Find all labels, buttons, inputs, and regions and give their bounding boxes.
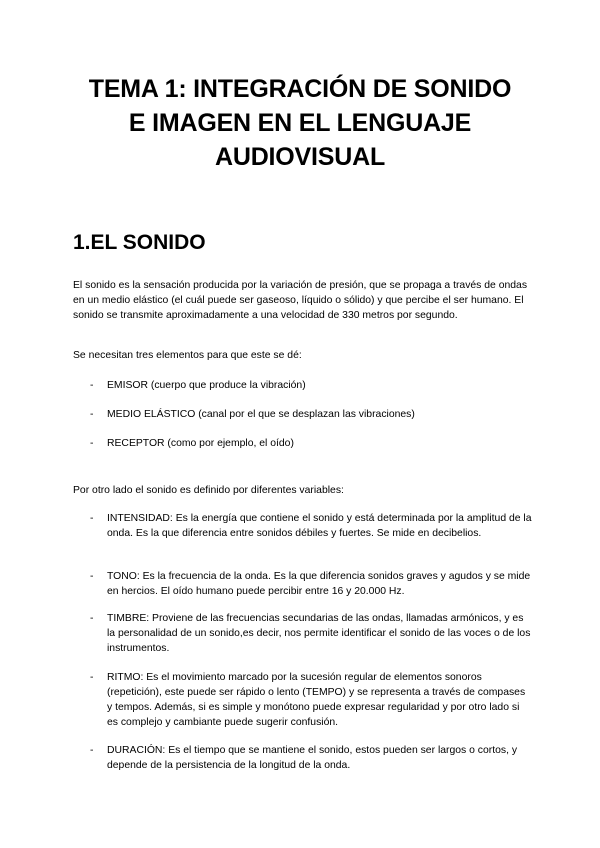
list-item-text: RECEPTOR (como por ejemplo, el oído): [107, 438, 294, 449]
title-line: E IMAGEN EN EL LENGUAJE: [128, 109, 472, 137]
list-item: [73, 407, 533, 422]
list-item: [73, 670, 533, 730]
list-item-text: TIMBRE: Proviene de las frecuencias secundarias de las ondas, llamadas armónicos, y es la personalidad de un sonido,es decir, nos permite identificar el sonido de las voces o de los instrumentos.: [107, 613, 531, 654]
list-item: [73, 511, 533, 541]
title-line: AUDIOVISUAL: [214, 143, 386, 171]
elements-intro: Se necesitan tres elementos para que este se dé:: [73, 350, 302, 361]
list-item-text: EMISOR (cuerpo que produce la vibración): [107, 380, 306, 391]
list-item-text: RITMO: Es el movimiento marcado por la sucesión regular de elementos sonoros (repetición), este puede ser rápido o lento (TEMPO) y se representa a través de compases y tempos. Además, si es simple y monótono puede expresar regularidad y por otro lado si es complejo y cambiante puede sugerir confusión.: [107, 672, 526, 728]
variables-intro: Por otro lado el sonido es definido por diferentes variables:: [73, 485, 344, 496]
bullet-dash: -: [90, 745, 94, 756]
list-item-text: INTENSIDAD: Es la energía que contiene el sonido y está determinada por la amplitud de la onda. Es la que diferencia entre sonidos débiles y fuertes. Se mide en decibelios.: [107, 513, 532, 539]
list-item-text: MEDIO ELÁSTICO (canal por el que se desplazan las vibraciones): [107, 409, 415, 420]
list-item-text: DURACIÓN: Es el tiempo que se mantiene el sonido, estos pueden ser largos o cortos, y depende de la persistencia de la longitud de la onda.: [107, 745, 518, 771]
list-item-text: TONO: Es la frecuencia de la onda. Es la que diferencia sonidos graves y agudos y se mide en hercios. El oído humano puede percibir entre 16 y 20.000 Hz.: [107, 571, 531, 597]
intro-paragraph: El sonido es la sensación producida por la variación de presión, que se propaga a través de ondas en un medio elástico (el cuál puede ser gaseoso, líquido o sólido) y que percibe el ser humano. El sonido se transmite aproximadamente a una velocidad de 330 metros por segundo.: [73, 280, 528, 321]
list-item: [73, 743, 533, 773]
list-item: [73, 611, 533, 656]
bullet-dash: -: [90, 380, 94, 391]
bullet-dash: -: [90, 613, 94, 624]
section-heading: 1.EL SONIDO: [73, 231, 206, 254]
bullet-dash: -: [90, 571, 94, 582]
bullet-dash: -: [90, 513, 94, 524]
list-item: [73, 569, 533, 599]
document-title: [60, 72, 540, 174]
title-line: TEMA 1: INTEGRACIÓN DE SONIDO: [88, 75, 512, 103]
bullet-dash: -: [90, 672, 94, 683]
list-item: [73, 436, 533, 451]
bullet-dash: -: [90, 409, 94, 420]
bullet-dash: -: [90, 438, 94, 449]
list-item: [73, 378, 533, 393]
